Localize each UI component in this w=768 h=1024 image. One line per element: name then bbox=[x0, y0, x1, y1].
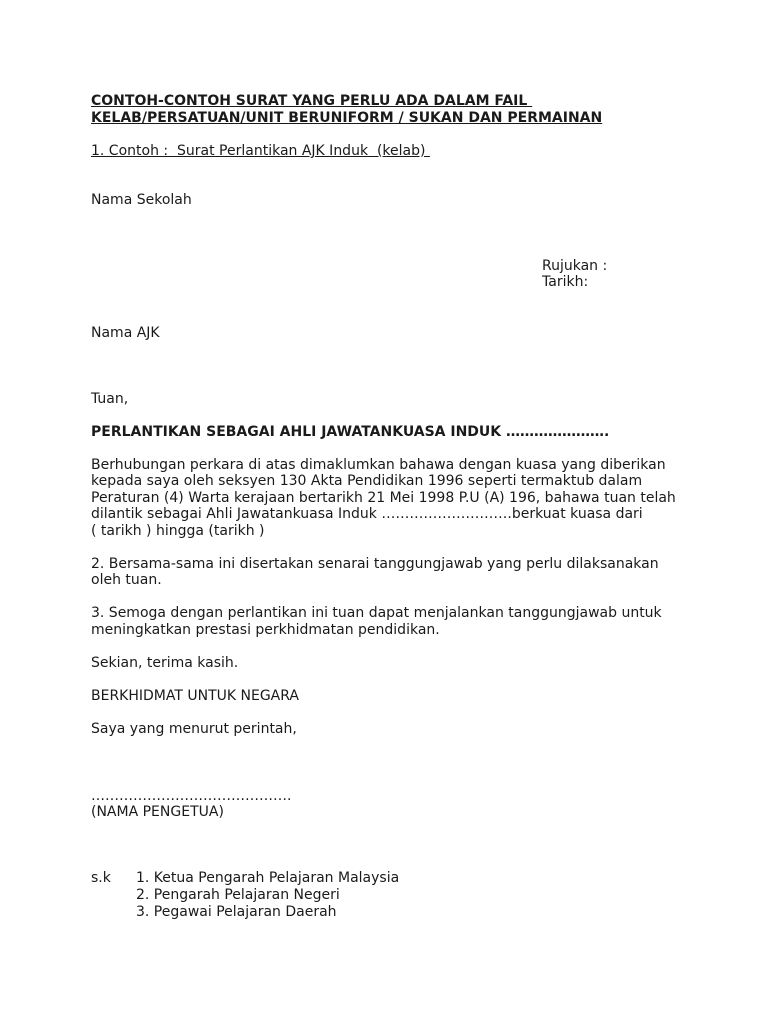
date-label: Tarikh: bbox=[542, 274, 589, 290]
principal-name: (NAMA PENGETUA) bbox=[91, 804, 224, 820]
body-paragraph-3-line-1: 3. Semoga dengan perlantikan ini tuan dapat menjalankan tanggungjawab untuk bbox=[91, 605, 662, 621]
cc-item-3: 3. Pegawai Pelajaran Daerah bbox=[136, 904, 337, 920]
example-title: 1. Contoh : Surat Perlantikan AJK Induk (kelab) bbox=[91, 143, 430, 159]
motto: BERKHIDMAT UNTUK NEGARA bbox=[91, 688, 299, 704]
body-paragraph-1-line-2: kepada saya oleh seksyen 130 Akta Pendidikan 1996 seperti termaktub dalam bbox=[91, 473, 643, 489]
school-name: Nama Sekolah bbox=[91, 192, 192, 208]
salutation: Tuan, bbox=[91, 391, 129, 407]
heading-line-1: CONTOH-CONTOH SURAT YANG PERLU ADA DALAM FAIL bbox=[91, 93, 533, 109]
closing-line: Sekian, terima kasih. bbox=[91, 655, 239, 671]
body-paragraph-1-line-4: dilantik sebagai Ahli Jawatankuasa Induk ……………………….berkuat kuasa dari bbox=[91, 506, 643, 522]
signoff: Saya yang menurut perintah, bbox=[91, 721, 297, 737]
body-paragraph-2-line-2: oleh tuan. bbox=[91, 572, 162, 588]
recipient-name: Nama AJK bbox=[91, 325, 160, 341]
signature-line: ……………………………………. bbox=[91, 788, 292, 804]
body-paragraph-1-line-3: Peraturan (4) Warta kerajaan bertarikh 21 Mei 1998 P.U (A) 196, bahawa tuan telah bbox=[91, 490, 676, 506]
body-paragraph-2-line-1: 2. Bersama-sama ini disertakan senarai tanggungjawab yang perlu dilaksanakan bbox=[91, 556, 659, 572]
heading-line-2: KELAB/PERSATUAN/UNIT BERUNIFORM / SUKAN DAN PERMAINAN bbox=[91, 110, 603, 126]
cc-item-1: 1. Ketua Pengarah Pelajaran Malaysia bbox=[136, 870, 400, 886]
body-paragraph-1-line-5: ( tarikh ) hingga (tarikh ) bbox=[91, 523, 265, 539]
cc-item-2: 2. Pengarah Pelajaran Negeri bbox=[136, 887, 340, 903]
letter-subject: PERLANTIKAN SEBAGAI AHLI JAWATANKUASA INDUK …………………. bbox=[91, 424, 610, 440]
body-paragraph-1-line-1: Berhubungan perkara di atas dimaklumkan bahawa dengan kuasa yang diberikan bbox=[91, 457, 666, 473]
cc-label: s.k bbox=[91, 870, 111, 886]
reference-label: Rujukan : bbox=[542, 258, 608, 274]
body-paragraph-3-line-2: meningkatkan prestasi perkhidmatan pendidikan. bbox=[91, 622, 440, 638]
